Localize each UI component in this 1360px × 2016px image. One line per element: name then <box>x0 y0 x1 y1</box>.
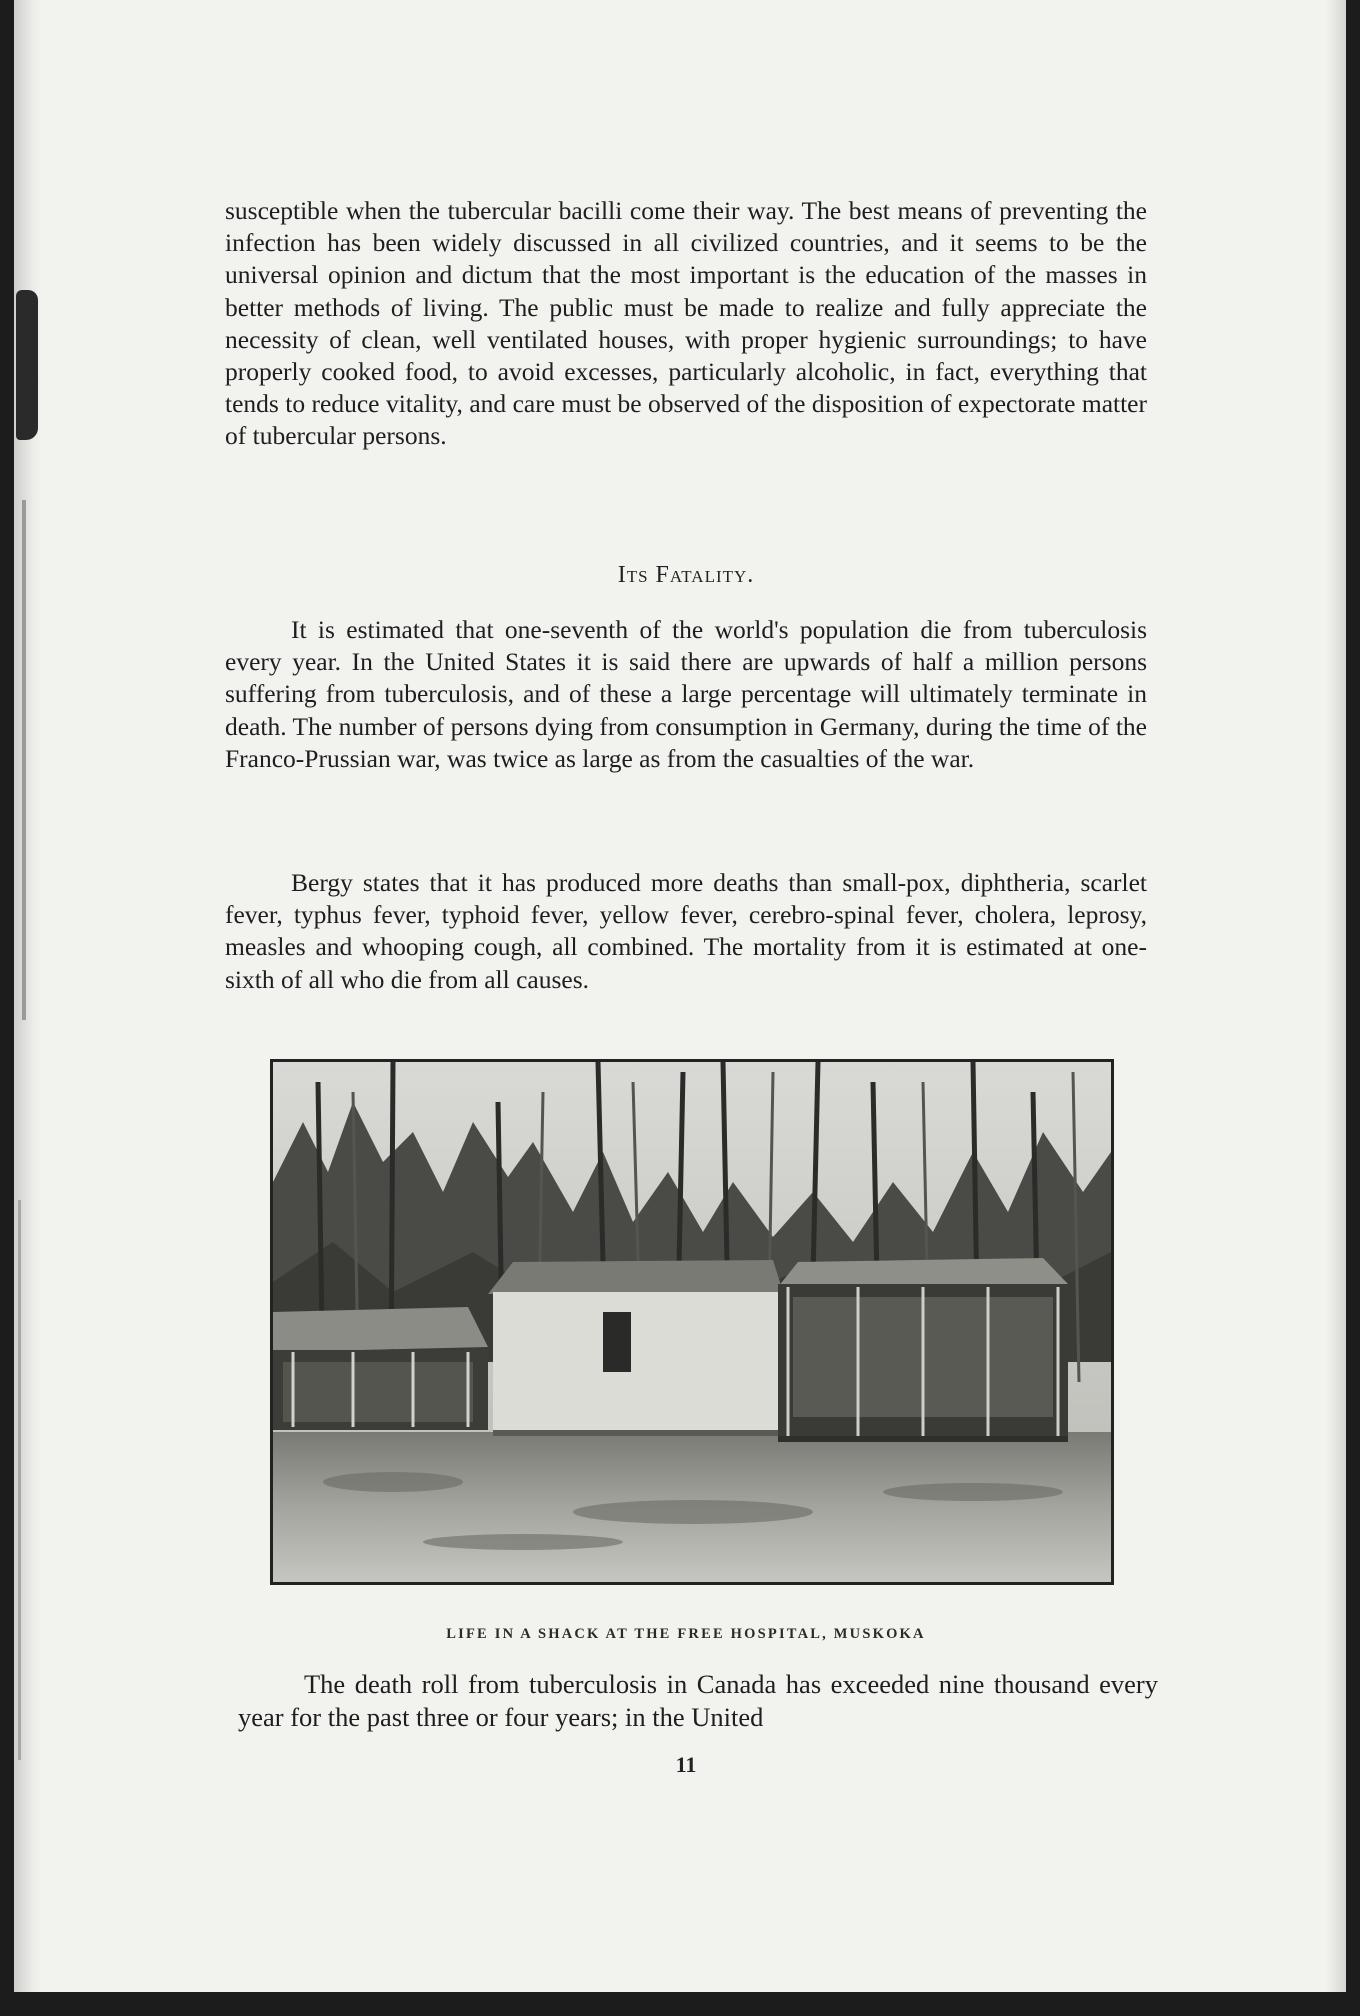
photo-caption: LIFE IN A SHACK AT THE FREE HOSPITAL, MUSKOKA <box>446 1626 926 1642</box>
hospital-shack-photo <box>270 1059 1114 1585</box>
paragraph-prevention: susceptible when the tubercular bacilli come their way. The best means of preventing the infection has been widely discussed in all civilized countries, and it seems to be the universal opinion and dictum that the most important is the education of the masses in better methods of living. The public must be made to realize and fully appreciate the necessity of clean, well ventilated houses, with proper hygienic surroundings; to have properly cooked food, to avoid excesses, particularly alcoholic, in fact, everything that tends to reduce vitality, and care must be observed of the disposition of expectorate matter of tubercular persons. <box>225 196 1147 451</box>
page-number: 11 <box>675 1752 697 1777</box>
scan-border <box>14 1992 1346 2004</box>
binding-shadow <box>22 500 26 1020</box>
paragraph-estimate: It is estimated that one-seventh of the world's population die from tuberculosis every year. In the United States it is said there are upwards of half a million persons suffering from tuberculosis, and of these a large percentage will ultimately terminate in death. The number of persons dying from consumption in Germany, during the time of the Franco-Prussian war, was twice as large as from the casualties of the war. <box>225 615 1147 773</box>
photo-illustration <box>273 1062 1111 1582</box>
book-page <box>14 0 1346 2004</box>
paragraph-bergy: Bergy states that it has produced more deaths than small-pox, diphtheria, scarlet fever, typhus fever, typhoid fever, yellow fever, cerebro-spinal fever, cholera, leprosy, measles and whooping cough, all combined. The mortality from it is estimated at one-sixth of all who die from all causes. <box>225 868 1147 994</box>
section-heading: Its Fatality. <box>617 562 755 588</box>
page-edge <box>1326 0 1346 2004</box>
binding-stain <box>16 290 38 440</box>
binding-shadow <box>18 1200 21 1760</box>
paragraph-death-roll: The death roll from tuberculosis in Canada has exceeded nine thousand every year for the past three or four years; in the United <box>238 1669 1158 1732</box>
